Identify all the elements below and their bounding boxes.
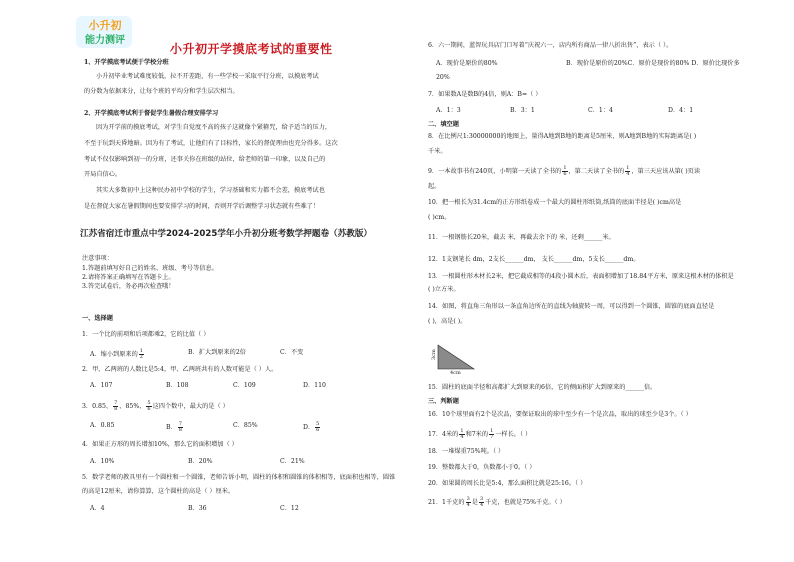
- notice-2: 2.请将答案正确填写在答题卡上。: [82, 274, 175, 281]
- q7-option-a: A．1：3: [436, 107, 461, 114]
- q3-option-b: B． $\frac{7}{8}$: [166, 421, 182, 433]
- q13-line2: ( )立方米。: [428, 286, 460, 293]
- q1-option-b: B．扩大到原来的2倍: [188, 349, 246, 356]
- q6-option-cont: 20%: [436, 74, 450, 81]
- q6-option-b: B．现价是原价的20%C．原价是现价的80% D．原价比现价多: [566, 60, 740, 67]
- q9-line1: 9．一本故事书有240页，小明第一天读了全书的 $\frac{1}{6}$ ，第二天读了全书的 $\frac{1}{4}$ ，第三天应该从第( )页读: [428, 165, 701, 177]
- q21: 21．1千克的 $\frac{3}{4}$ 是 $\frac{3}{4}$ 千克，也就是75%千克。（ ）: [428, 496, 566, 508]
- promo-para-2c: 考试不仅仅影响到初一的分班，还事关你在班级的站位，给老师的第一印象，以及自己的: [84, 156, 326, 163]
- q9-line2: 起。: [428, 183, 441, 190]
- promo-para-3a: 其实大多数初中上这种民办初中学校的学生，学习基础和实力都不会差，摸底考试也: [96, 187, 325, 194]
- q10-line1: 10．把一根长为31.4cm的正方形纸卷成一个最大的圆柱形纸筒,纸筒的底面半径是( )cm高是: [428, 199, 682, 206]
- q6: 6．六一期间，蓝智玩具店门口写着“庆祝六一，店内所有商品一律八折出售”，表示（ ）。: [428, 42, 673, 49]
- promo-para-1b: 的分数为依据来分，让每个班的平均分和学生层次相当。: [84, 88, 239, 95]
- q2-option-b: B．108: [166, 382, 189, 389]
- q11: 11．一根钢筋长20米，截去 米，再截去余下的 米，还剩______米。: [428, 234, 615, 241]
- q2: 2．甲、乙两班的人数比是5:4，甲、乙两班共有的人数可能是（ ）人。: [82, 366, 278, 373]
- q17: 17．4米的 $\frac{1}{4}$ 和7米的 $\frac{1}{7}$ 一样长。（ ）: [428, 428, 532, 440]
- fig-height-label: 3cm: [431, 349, 437, 360]
- q1: 1．一个比的前项和后项都乘2，它的比值（ ）: [82, 331, 210, 338]
- promo-heading-1: 1、开学摸底考试便于学校分班: [84, 59, 169, 66]
- q3-option-d: D． $\frac{5}{6}$: [303, 421, 320, 433]
- q4-option-b: B．20%: [188, 458, 213, 465]
- q5-option-c: C．12: [280, 505, 299, 512]
- section-choice: 一、选择题: [82, 315, 113, 322]
- q8-line1: 8．在比例尺1:30000000的地图上，量得A地到B地的距离是5厘米，则A地到B地的实际距离是( ): [428, 133, 697, 140]
- q5-line1: 5．数学老师的教具里有一个圆柱和一个圆锥，老师告诉小明，圆柱的体积和圆锥的体积相等，底面积也相等，圆锥: [82, 474, 396, 481]
- promo-para-1a: 小升初毕业考试难度较低，拉不开差距，有一些学校一采取平行分班，以摸底考试: [96, 73, 319, 80]
- q7-option-c: C．1：4: [588, 107, 613, 114]
- notice-3: 3.答完试卷后，务必再次检查哦！: [82, 283, 175, 290]
- q18: 18．一堆煤重75%吨。（ ）: [428, 448, 505, 455]
- q13-line1: 13．一根圆柱形木材长2米，把它截成相等的4段小圆木后，表面积增加了18.84平方米，原来这根木材的体积是: [428, 273, 734, 280]
- q1-option-a: A．缩小到原来的 $\frac{1}{2}$: [90, 348, 143, 360]
- q4-option-a: A．10%: [90, 458, 115, 465]
- q3-option-a: A．0.85: [90, 422, 115, 429]
- q5-option-b: B．36: [188, 505, 207, 512]
- section-judge: 三、判断题: [428, 398, 459, 405]
- fig-base-label: 4cm: [450, 370, 461, 375]
- promo-para-3b: 是在督促大家在暑假期间也要安排学习的时间，否则开学后调整学习状态就有些难了！: [84, 203, 320, 210]
- q2-option-a: A．107: [90, 382, 113, 389]
- q15: 15．圆柱的底面半径和高都扩大到原来的6倍，它的侧面积扩大到原来的______倍。: [428, 384, 657, 391]
- logo-line1: 小升初: [88, 19, 122, 32]
- q5-option-a: A．4: [90, 505, 105, 512]
- promo-title: 小升初开学摸底考试的重要性: [170, 42, 333, 56]
- q4-option-c: C．21%: [280, 458, 305, 465]
- q2-option-c: C．109: [233, 382, 256, 389]
- q20: 20．如果圆的周长比是5:4，那么面积比就是25:16。（ ）: [428, 480, 587, 487]
- q5-line2: 的高是12厘米，请你算算，这个圆柱的高是（ ）厘米。: [82, 488, 235, 495]
- q1-option-c: C．不变: [280, 349, 304, 356]
- logo-icon: [74, 10, 136, 52]
- q14-line2: ( )，高是( )。: [428, 318, 467, 325]
- q7: 7．如果数A是数B的4倍，则A：B=（ ）: [428, 91, 542, 98]
- right-triangle-figure: [430, 343, 488, 375]
- q2-option-d: D．110: [303, 382, 326, 389]
- promo-heading-2: 2、开学摸底考试利于督促学生暑假合理安排学习: [84, 110, 219, 117]
- logo-line2: 能力测评: [85, 35, 125, 46]
- q3-option-c: C．85%: [233, 422, 258, 429]
- q16: 16．10个球里面有2个是次品，要保证取出的球中至少有一个是次品，取出的球至少是3个。（ ）: [428, 411, 692, 418]
- q19: 19．整数都大于0，负数都小于0。（ ）: [428, 464, 536, 471]
- q12: 12．1支钢笔长 dm，2支长______dm， 支长______dm，5支长______dm。: [428, 256, 640, 263]
- q3: 3．0.85、 $\frac{7}{8}$ 、85%、 $\frac{5}{6}$ 这四个数中，最大的是（ ）: [82, 400, 229, 412]
- exam-title: 江苏省宿迁市重点中学2024-2025学年小升初分班考数学押题卷（苏教版）: [80, 229, 373, 239]
- q7-option-b: B．3：1: [510, 107, 535, 114]
- q14-line1: 14．如图，将直角三角形以一条直角边所在的直线为轴旋转一周，可以得到一个圆锥，圆锥的底面直径是: [428, 303, 715, 310]
- section-fill: 二、填空题: [428, 121, 459, 128]
- q7-option-d: D．4：1: [668, 107, 694, 114]
- notice-heading: 注意事项：: [82, 255, 113, 262]
- promo-para-2a: 因为开学前的摸底考试，对学生自觉度不高的孩子这就像个紧箍咒，给予适当的压力，: [96, 124, 332, 131]
- q8-line2: 千米。: [428, 148, 447, 155]
- promo-para-2b: 不至于玩到天昏地暗。因为有了考试，让他们有了目标性，家长的督促理由也充分得多。这次: [84, 140, 338, 147]
- q6-option-a: A．现价是原价的80%: [436, 60, 498, 67]
- q10-line2: ( )cm。: [428, 214, 451, 221]
- promo-para-2d: 开局自信心。: [84, 171, 122, 178]
- notice-1: 1.答题前填写好自己的姓名、班级、考号等信息。: [82, 265, 218, 272]
- q4: 4．如果正方形的周长增加10%，那么它的面积增加（ ）: [82, 441, 238, 448]
